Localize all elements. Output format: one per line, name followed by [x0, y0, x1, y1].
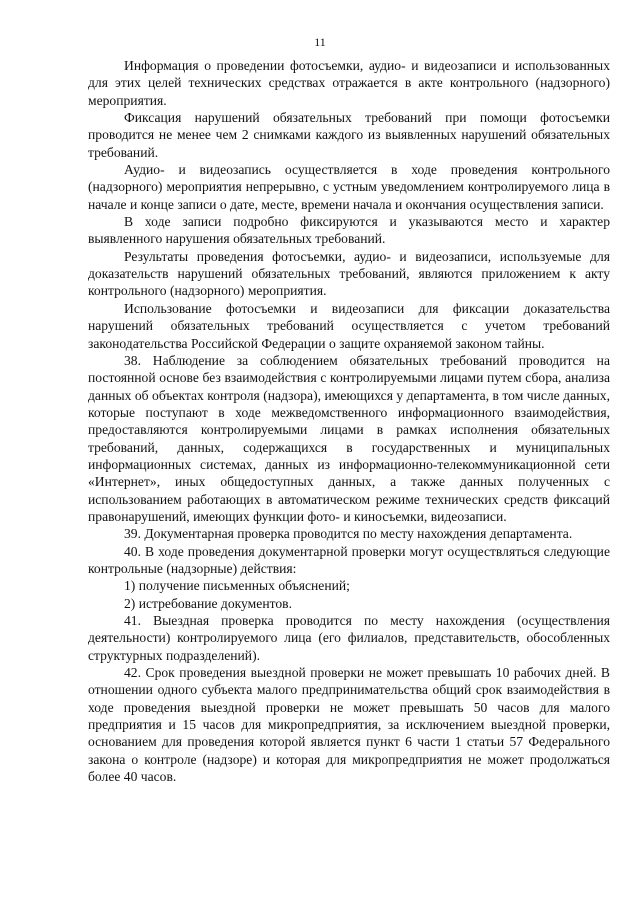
list-item-documents: 2) истребование документов.	[124, 595, 292, 611]
page-number: 11	[314, 35, 326, 49]
document-body	[88, 57, 610, 785]
paragraph-40-actions: 40. В ходе проведения документарной проверки могут осуществляться следующие контрольные (надзорные) действия:	[88, 543, 610, 576]
paragraph-audio-video: Аудио- и видеозапись осуществляется в ходе проведения контрольного (надзорного) мероприятия непрерывно, с устным уведомлением контролируемого лица в начале и конце записи о дате, месте, времени начала и окончания осуществления записи.	[88, 162, 610, 212]
list-item-explanations: 1) получение письменных объяснений;	[124, 578, 350, 594]
paragraph-photo-fixation: Фиксация нарушений обязательных требований при помощи фотосъемки проводится не менее чем 2 снимками каждого из выявленных нарушений обязательных требований.	[88, 110, 610, 160]
paragraph-photo-info: Информация о проведении фотосъемки, аудио- и видеозаписи и использованных для этих целей технических средствах отражается в акте контрольного (надзорного) мероприятия.	[88, 58, 610, 108]
paragraph-41-field-check: 41. Выездная проверка проводится по месту нахождения (осуществления деятельности) контролируемого лица (его филиалов, представительств, обособленных структурных подразделений).	[88, 613, 610, 663]
paragraph-recording-details: В ходе записи подробно фиксируются и указываются место и характер выявленного нарушения обязательных требований.	[88, 214, 610, 247]
paragraph-39-documentary-check: 39. Документарная проверка проводится по месту нахождения департамента.	[124, 526, 573, 542]
paragraph-secrecy: Использование фотосъемки и видеозаписи для фиксации доказательства нарушений обязательных требований осуществляется с учетом требований законодательства Российской Федерации о защите охраняемой законом тайны.	[88, 300, 610, 351]
paragraph-38-observation: 38. Наблюдение за соблюдением обязательных требований проводится на постоянной основе без взаимодействия с контролируемыми лицами путем сбора, анализа данных об объектах контроля (надзора), имеющихся у департамента, в том числе данных, которые поступают в ходе межведомственного информационного взаимодействия, предоставляются контролируемыми лицами в рамках исполнения обязательных требований, данных, содержащихся в государственных и муниципальных информационных системах, данных из информационно-телекоммуникационной сети «Интернет», иных общедоступных данных, а также данных полученных с использованием работающих в автоматическом режиме технических средств фиксаций правонарушений, имеющих функции фото- и киносъемки, видеозаписи.	[88, 352, 610, 524]
paragraph-results: Результаты проведения фотосъемки, аудио- и видеозаписи, используемые для доказательств нарушений обязательных требований, являются приложением к акту контрольного (надзорного) мероприятия.	[88, 248, 610, 299]
paragraph-42-duration: 42. Срок проведения выездной проверки не может превышать 10 рабочих дней. В отношении одного субъекта малого предпринимательства общий срок взаимодействия в ходе проведения выездной проверки не может превышать 50 часов для малого предприятия и 15 часов для микропредприятия, за исключением выездной проверки, основанием для проведения которой является пункт 6 части 1 статьи 57 Федерального закона о контроле (надзоре) и которая для микропредприятия не может продолжаться более 40 часов.	[88, 665, 610, 785]
